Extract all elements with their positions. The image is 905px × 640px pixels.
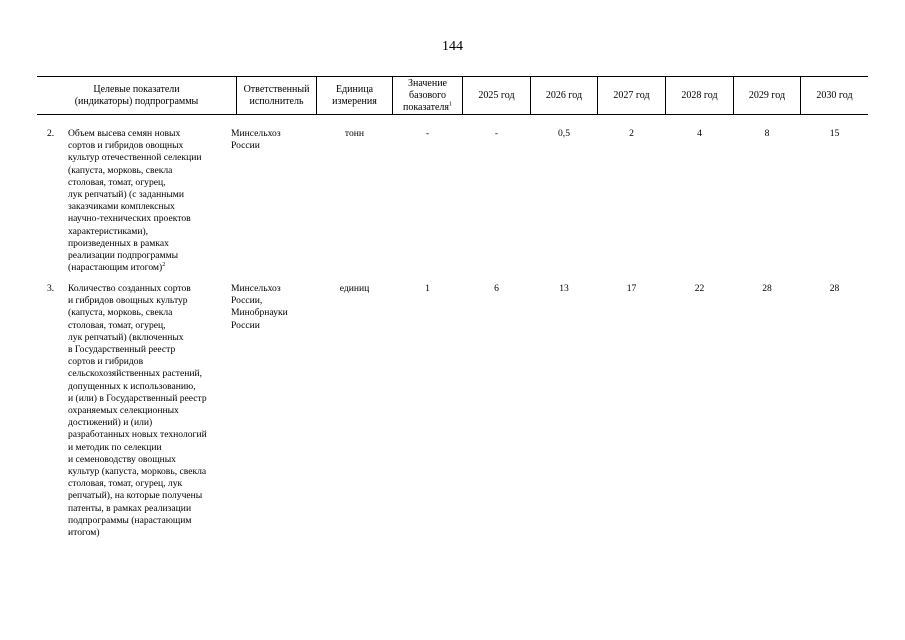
row-unit: тонн (344, 128, 365, 139)
header-year-2028: 2028 год (681, 89, 718, 101)
row-value-2026: 13 (559, 283, 569, 294)
row-value-2028: 4 (697, 128, 702, 139)
header-indicator: Целевые показатели (индикаторы) подпрограммы (74, 83, 199, 107)
row-executor: Минсельхоз России, Минобрнауки России (231, 283, 288, 331)
row-executor: Минсельхоз России (231, 128, 281, 152)
row-value-2026: 0,5 (558, 128, 570, 139)
row-value-2027: 2 (629, 128, 634, 139)
header-year-2026: 2026 год (545, 89, 583, 101)
header-year-2025: 2025 год (478, 89, 515, 101)
header-bottom-rule (37, 114, 868, 115)
row-number: 2. (47, 128, 55, 139)
row-unit: единиц (339, 283, 370, 294)
row-value-2029: 28 (762, 283, 772, 294)
page-number: 144 (442, 39, 463, 54)
row-base-value: 1 (425, 283, 430, 294)
row-value-2027: 17 (626, 283, 637, 294)
header-year-2030: 2030 год (816, 89, 853, 101)
header-unit: Единица измерения (332, 83, 377, 107)
row-value-2030: 15 (829, 128, 840, 139)
row-value-2025: 6 (494, 283, 499, 294)
row-indicator: Объем высева семян новых сортов и гибридов овощных культур отечественной селекции (капуста, морковь, свекла столовая, томат, огурец, лук репчатый) (с заданными заказчиками комплексных научно-технических проектов характеристиками), произведенных в рамках реализации подпрограммы (нарастающим итогом)$^2$ (68, 128, 202, 274)
row-value-2028: 22 (694, 283, 705, 294)
row-indicator: Количество созданных сортов и гибридов овощных культур (капуста, морковь, свекла столовая, томат, огурец, лук репчатый) (включенных в Государственный реестр сортов и гибридов сельскохозяйственных растений, допущенных к использованию, и (или) в Государственный реестр охраняемых селекционных достижений) и (или) разработанных новых технологий и методик по селекции и семеноводству овощных культур (капуста, морковь, свекла столовая, томат, огурец, лук репчатый), на которые получены патенты, в рамках реализации подпрограммы (нарастающим итогом) (68, 283, 207, 539)
row-base-value: - (425, 128, 430, 139)
row-number: 3. (47, 283, 55, 294)
header-year-2027: 2027 год (613, 89, 650, 101)
header-year-2029: 2029 год (748, 89, 786, 101)
row-value-2029: 8 (764, 128, 770, 139)
header-executor: Ответственный исполнитель (243, 83, 310, 107)
header-base-value: Значение базового показателя$^1$ (402, 77, 453, 113)
row-value-2030: 28 (829, 283, 840, 294)
row-value-2025: - (494, 128, 499, 139)
